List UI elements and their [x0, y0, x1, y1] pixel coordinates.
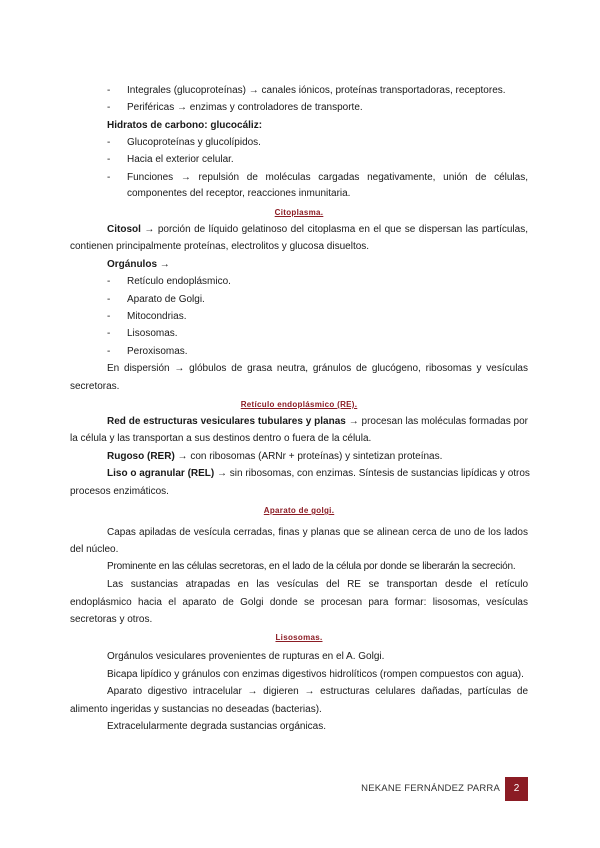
bullet-dash: -	[107, 346, 111, 357]
list-item: Mitocondrias.	[127, 311, 187, 322]
paragraph-line: Extracelularmente degrada sustancias orgánicas.	[107, 721, 327, 732]
section-heading-reticulo: Retículo endoplásmico (RE).	[240, 400, 358, 409]
subheading-organulos: Orgánulos →	[107, 259, 170, 270]
footer-author: NEKANE FERNÁNDEZ PARRA	[361, 783, 500, 794]
bullet-dash: -	[107, 328, 111, 339]
section-heading-golgi: Aparato de golgi.	[263, 506, 335, 515]
bullet-dash: -	[107, 172, 111, 183]
list-item: Peroxisomas.	[127, 346, 188, 357]
bullet-dash: -	[107, 137, 111, 148]
page-number-badge: 2	[505, 777, 528, 801]
list-item: Periféricas → enzimas y controladores de transporte.	[127, 102, 363, 113]
list-item: Aparato de Golgi.	[127, 294, 205, 305]
paragraph-line: Aparato digestivo intracelular → digieren → estructuras celulares dañadas, partículas de	[107, 686, 528, 697]
bullet-dash: -	[107, 102, 111, 113]
bullet-dash: -	[107, 311, 111, 322]
paragraph-line: secretoras y otros.	[70, 614, 153, 625]
paragraph-line: Bicapa lipídico y gránulos con enzimas digestivos hidrolíticos (rompen compuestos con agua).	[107, 669, 524, 680]
paragraph-line: Orgánulos vesiculares provenientes de rupturas en el A. Golgi.	[107, 651, 385, 662]
paragraph-line: procesos enzimáticos.	[70, 486, 169, 497]
term-rer: Rugoso (RER)	[107, 451, 175, 462]
paragraph-line	[107, 415, 528, 429]
paragraph-line: del núcleo.	[70, 544, 119, 555]
list-item: Retículo endoplásmico.	[127, 276, 231, 287]
paragraph-line	[107, 223, 528, 237]
paragraph-line: secretoras.	[70, 381, 120, 392]
bullet-dash: -	[107, 85, 111, 96]
list-item: Glucoproteínas y glucolípidos.	[127, 137, 261, 148]
list-item: Integrales (glucoproteínas) → canales iónicos, proteínas transportadoras, receptores.	[127, 85, 506, 96]
term-citosol: Citosol	[107, 224, 141, 235]
bullet-dash: -	[107, 294, 111, 305]
definition-text: → con ribosomas (ARNr + proteínas) y sintetizan proteínas.	[174, 451, 443, 462]
paragraph-line	[107, 467, 528, 481]
bullet-dash: -	[107, 154, 111, 165]
list-item-continuation: componentes del receptor, reacciones inmunitaria.	[127, 188, 351, 199]
section-heading-citoplasma: Citoplasma.	[274, 208, 324, 217]
paragraph-line: endoplásmico hacia el aparato de Golgi donde se procesan para formar: lisosomas, vesículas	[70, 597, 528, 608]
subheading-hidratos: Hidratos de carbono: glucocáliz:	[107, 120, 263, 131]
paragraph-line: alimento ingeridas y sustancias no deseadas (bacterias).	[70, 704, 322, 715]
paragraph-line	[107, 450, 442, 464]
list-item: Funciones → repulsión de moléculas cargadas negativamente, unión de células,	[127, 172, 528, 183]
paragraph-line: Las sustancias atrapadas en las vesículas del RE se transportan desde el retículo	[107, 579, 528, 590]
paragraph-line: Capas apiladas de vesícula cerradas, finas y planas que se alinean cerca de uno de los lados	[107, 527, 528, 538]
section-heading-lisosomas: Lisosomas.	[275, 633, 323, 642]
paragraph-line: En dispersión → glóbulos de grasa neutra, gránulos de glucógeno, ribosomas y vesículas	[107, 363, 528, 374]
list-item: Lisosomas.	[127, 328, 178, 339]
definition-text: → procesan las moléculas formadas por	[345, 416, 528, 427]
paragraph-line: la célula y las transportan a sus destinos dentro o fuera de la célula.	[70, 433, 372, 444]
definition-text: → porción de líquido gelatinoso del citoplasma en el que se dispersan las partículas,	[140, 224, 528, 235]
term-red-estructuras: Red de estructuras vesiculares tubulares y planas	[107, 416, 346, 427]
paragraph-line: Prominente en las células secretoras, en el lado de la célula por donde se liberarán la secreción.	[107, 561, 516, 572]
list-item: Hacia el exterior celular.	[127, 154, 234, 165]
bullet-dash: -	[107, 276, 111, 287]
term-rel: Liso o agranular (REL)	[107, 468, 215, 479]
definition-text: → sin ribosomas, con enzimas. Síntesis de sustancias lipídicas y otros	[214, 468, 530, 479]
paragraph-line: contienen principalmente proteínas, electrolitos y glucosa disueltos.	[70, 241, 370, 252]
